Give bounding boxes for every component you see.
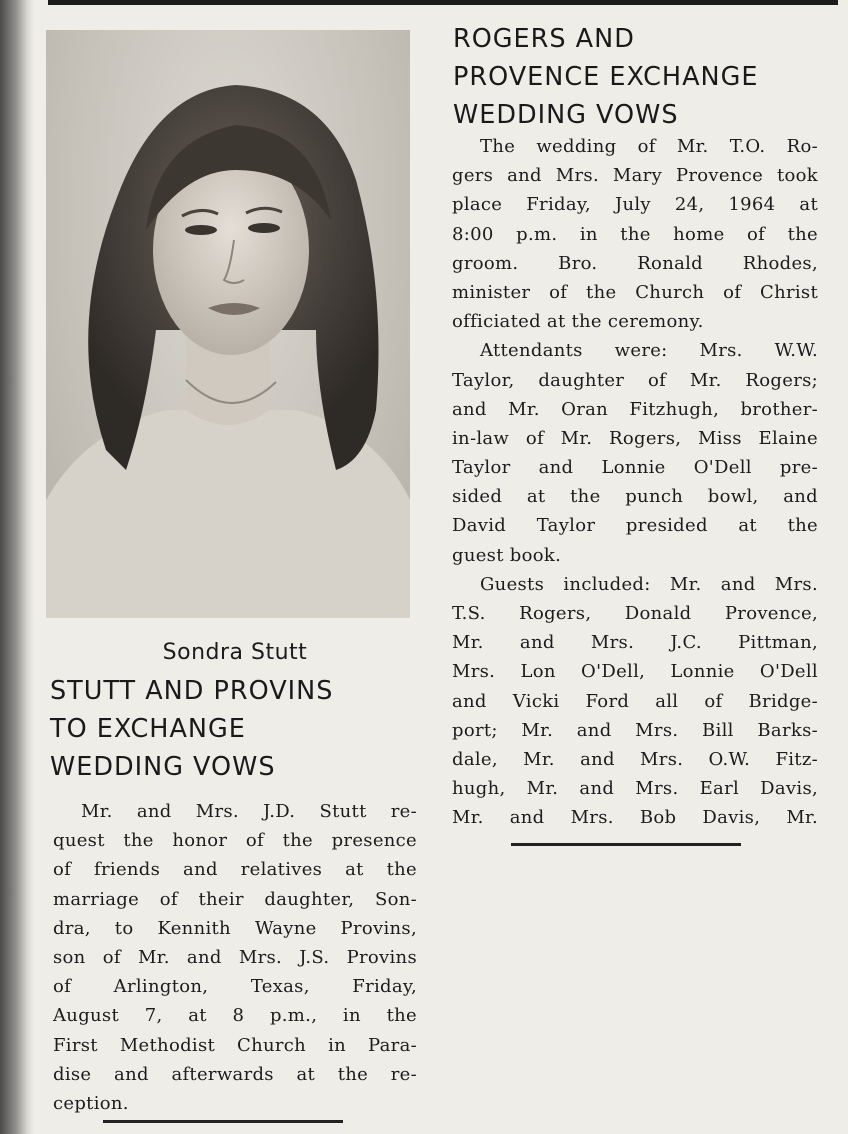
right-headline-line: PROVENCE EXCHANGE xyxy=(453,62,759,92)
body-line: marriage of their daughter, Son- xyxy=(53,888,417,910)
portrait-illustration xyxy=(46,30,410,618)
body-line: port; Mr. and Mrs. Bill Barks- xyxy=(452,719,818,741)
body-line: Mr. and Mrs. J.D. Stutt re- xyxy=(81,801,417,822)
top-rule xyxy=(48,0,838,5)
body-line: Mrs. Lon O'Dell, Lonnie O'Dell xyxy=(452,661,818,683)
body-line: Mr. and Mrs. J.C. Pittman, xyxy=(452,632,818,654)
column-end-rule xyxy=(103,1120,343,1123)
right-headline xyxy=(453,20,758,134)
body-line: 8:00 p.m. in the home of the xyxy=(452,223,818,245)
right-article-body xyxy=(452,132,818,833)
body-line: David Taylor presided at the xyxy=(452,515,818,537)
body-line: and Vicki Ford all of Bridge- xyxy=(452,690,818,712)
body-line: guest book. xyxy=(452,544,562,566)
left-headline-line: TO EXCHANGE xyxy=(50,714,246,744)
left-headline-line: WEDDING VOWS xyxy=(50,752,276,782)
left-article-body xyxy=(53,797,417,1118)
body-line: in-law of Mr. Rogers, Miss Elaine xyxy=(452,427,818,449)
body-line: The wedding of Mr. T.O. Ro- xyxy=(480,136,818,157)
body-line: Taylor, daughter of Mr. Rogers; xyxy=(452,369,818,391)
body-line: son of Mr. and Mrs. J.S. Provins xyxy=(53,946,417,968)
right-headline-line: WEDDING VOWS xyxy=(453,100,679,130)
body-line: dra, to Kennith Wayne Provins, xyxy=(53,917,417,939)
left-headline xyxy=(50,672,333,786)
body-line: Attendants were: Mrs. W.W. xyxy=(480,340,818,362)
body-line: of Arlington, Texas, Friday, xyxy=(53,976,417,998)
body-line: Taylor and Lonnie O'Dell pre- xyxy=(452,457,818,479)
body-line: August 7, at 8 p.m., in the xyxy=(53,1005,417,1027)
body-line: ception. xyxy=(53,1092,129,1114)
body-line: sided at the punch bowl, and xyxy=(452,486,818,508)
right-headline-line: ROGERS AND xyxy=(453,24,635,54)
body-line: First Methodist Church in Para- xyxy=(53,1034,417,1056)
photo-caption: Sondra Stutt xyxy=(162,640,308,665)
body-line: hugh, Mr. and Mrs. Earl Davis, xyxy=(452,778,818,800)
body-line: officiated at the ceremony. xyxy=(452,311,704,333)
body-line: minister of the Church of Christ xyxy=(452,281,818,303)
body-line: T.S. Rogers, Donald Provence, xyxy=(452,603,818,624)
body-line: of friends and relatives at the xyxy=(53,859,417,881)
portrait-photo xyxy=(46,30,410,618)
body-line: place Friday, July 24, 1964 at xyxy=(452,194,818,216)
body-line: quest the honor of the presence xyxy=(53,830,417,852)
body-line: dale, Mr. and Mrs. O.W. Fitz- xyxy=(452,748,818,770)
body-line: dise and afterwards at the re- xyxy=(53,1063,417,1085)
body-line: Guests included: Mr. and Mrs. xyxy=(480,573,818,595)
body-line: gers and Mrs. Mary Provence took xyxy=(452,165,818,187)
body-line: and Mr. Oran Fitzhugh, brother- xyxy=(452,398,818,420)
left-headline-line: STUTT AND PROVINS xyxy=(50,676,334,706)
body-line: Mr. and Mrs. Bob Davis, Mr. xyxy=(452,807,818,829)
page-edge-shadow xyxy=(0,0,34,1134)
body-line: groom. Bro. Ronald Rhodes, xyxy=(452,252,818,274)
column-end-rule xyxy=(511,843,741,846)
